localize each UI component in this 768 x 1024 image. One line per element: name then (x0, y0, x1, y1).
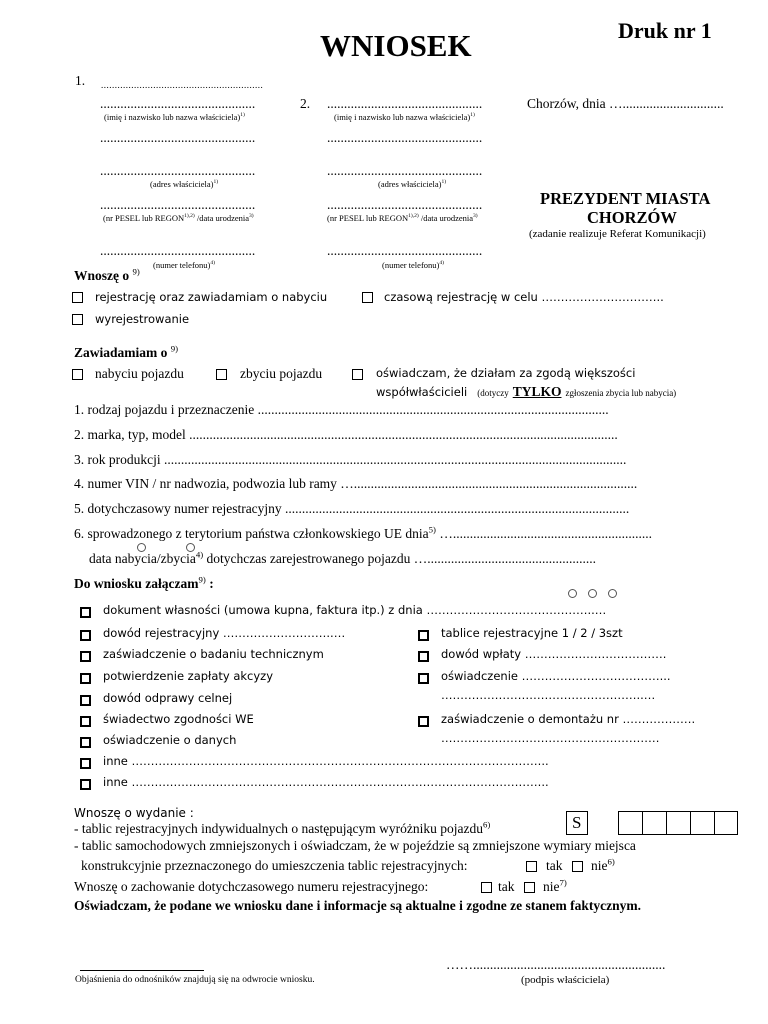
label-ownership-document: dokument własności (umowa kupna, faktura itp.) z dnia ……………………………………..… (103, 603, 607, 617)
checkbox-technical-inspection[interactable] (80, 651, 91, 662)
applicant-2-pesel-field[interactable]: .............................................. (327, 197, 483, 212)
checkbox-dismantling-certificate[interactable] (418, 716, 429, 727)
applicant-2-phone-field[interactable]: .............................................. (327, 243, 483, 258)
issue-reduced-plates-1: - tablic samochodowych zmniejszonych i oświadczam, że w pojeździe są zmniejszone wymiary miejsca (74, 838, 636, 853)
plate-prefix: S (572, 813, 582, 832)
label-reduced-no: nie$^{6)}$ (591, 856, 615, 873)
checkbox-keep-yes[interactable] (481, 882, 492, 893)
signature-label: (podpis właściciela) (521, 974, 610, 986)
label-vehicle-acquisition: nabyciu pojazdu (95, 366, 184, 381)
label-customs-clearance: dowód odprawy celnej (103, 691, 233, 705)
applicant-1-number: 1. (75, 73, 86, 88)
issue-reduced-plates-2: konstrukcyjnie przeznaczonego do umieszczenia tablic rejestracyjnych: (81, 858, 468, 873)
label-co-owner-consent-2: współwłaścicieli (dotyczy TYLKO zgłoszenia zbycia lub nabycia) (376, 384, 677, 399)
label-dismantling-certificate: zaświadczenie o demontażu nr ………………. (441, 712, 696, 726)
checkbox-temporary-registration[interactable] (362, 292, 373, 303)
field-eu-import-date[interactable]: 6. sprowadzonego z terytorium państwa członkowskiego UE dnia$^{5)}$ …........................................................... (74, 524, 652, 541)
issue-heading: Wnoszę o wydanie : (74, 806, 194, 820)
field-previous-registration[interactable]: 5. dotychczasowy numer rejestracyjny ...................................................................................................... (74, 501, 630, 516)
checkbox-registration-certificate[interactable] (80, 630, 91, 641)
field-production-year[interactable]: 3. rok produkcji ......................................................................................................................................... (74, 452, 627, 467)
applicant-2-name-field[interactable]: .............................................. (327, 96, 483, 111)
checkbox-co-owner-consent[interactable] (352, 369, 363, 380)
checkbox-vehicle-sale[interactable] (216, 369, 227, 380)
checkbox-customs-clearance[interactable] (80, 695, 91, 706)
label-excise-payment: potwierdzenie zapłaty akcyzy (103, 669, 274, 683)
label-keep-no: nie$^{7)}$ (543, 877, 567, 894)
notify-heading: Zawiadamiam o $^{9)}$ (74, 343, 179, 360)
plates-circle-2[interactable] (588, 589, 597, 598)
label-license-plates: tablice rejestracyjne 1 / 2 / 3szt (441, 626, 623, 640)
label-co-owner-consent-1: oświadczam, że działam za zgodą większości (376, 366, 636, 380)
checkbox-deregistration[interactable] (72, 314, 83, 325)
keep-number-question: Wnoszę o zachowanie dotychczasowego numeru rejestracyjnego: (74, 879, 429, 894)
dismantling-extra-line[interactable]: ………………………………………………… (441, 731, 660, 745)
field-acquisition-date[interactable]: data nabycia/zbycia$^{4)}$ dotychczas zarejestrowanego pojazdu ….................................................. (89, 549, 597, 566)
label-registration-certificate: dowód rejestracyjny ………………………..… (103, 626, 346, 640)
applicant-1-phone-label: (numer telefonu)$^{4)}$ (153, 260, 215, 270)
checkbox-vehicle-acquisition[interactable] (72, 369, 83, 380)
final-declaration: Oświadczam, że podane we wniosku dane i informacje są aktualne i zgodne ze stanem faktycznym. (74, 898, 641, 913)
applicant-2-name-field-2[interactable]: .............................................. (327, 130, 483, 145)
checkbox-registration[interactable] (72, 292, 83, 303)
plate-char-cell[interactable] (667, 812, 691, 834)
checkbox-reduced-no[interactable] (572, 861, 583, 872)
attachments-heading: Do wniosku załączam$^{9)}$ : (74, 574, 214, 591)
plate-char-cell[interactable] (619, 812, 643, 834)
plate-char-cell[interactable] (691, 812, 715, 834)
applicant-2-name-label: (imię i nazwisko lub nazwa właściciela)$^{1)}$ (334, 112, 475, 122)
label-reduced-yes: tak (546, 858, 563, 873)
applicant-1-name-label: (imię i nazwisko lub nazwa właściciela)$^{1)}$ (104, 112, 245, 122)
label-ec-conformity: świadectwo zgodności WE (103, 712, 254, 726)
label-technical-inspection: zaświadczenie o badaniu technicznym (103, 647, 324, 661)
label-data-declaration: oświadczenie o danych (103, 733, 237, 747)
declaration-extra-line[interactable]: ……………………………………………..… (441, 688, 656, 702)
recipient-line-1: PREZYDENT MIASTA (540, 189, 711, 208)
applicant-2-pesel-label: (nr PESEL lub $REGON^{1),2)}$ /data urodzenia$^{3)}$ (327, 213, 478, 223)
applicant-1-name-field[interactable]: .............................................. (100, 96, 256, 111)
checkbox-keep-no[interactable] (524, 882, 535, 893)
label-deregistration: wyrejestrowanie (95, 312, 190, 326)
plates-circle-1[interactable] (568, 589, 577, 598)
applicant-2-address-field[interactable]: .............................................. (327, 163, 483, 178)
checkbox-data-declaration[interactable] (80, 737, 91, 748)
page-title: WNIOSEK (320, 28, 472, 63)
plate-char-cell[interactable] (643, 812, 667, 834)
request-heading: Wnoszę o $^{9)}$ (74, 266, 140, 283)
applicant-1-extra-line[interactable]: ........................................................... (101, 80, 264, 90)
label-registration: rejestrację oraz zawiadamiam o nabyciu (95, 290, 328, 304)
applicant-1-pesel-label: (nr PESEL lub $REGON^{1),2)}$ /data urodzenia$^{3)}$ (103, 213, 254, 223)
label-vehicle-sale: zbyciu pojazdu (240, 366, 323, 381)
applicant-2-number: 2. (300, 96, 311, 111)
checkbox-other-2[interactable] (80, 779, 91, 790)
recipient-line-2: CHORZÓW (587, 208, 677, 227)
label-keep-yes: tak (498, 879, 515, 894)
checkbox-ec-conformity[interactable] (80, 716, 91, 727)
city-date-field[interactable]: Chorzów, dnia ….............................. (527, 96, 724, 111)
footnote-text: Objaśnienia do odnośników znajdują się na odwrocie wniosku. (75, 975, 315, 985)
applicant-1-phone-field[interactable]: .............................................. (100, 243, 256, 258)
plates-circle-3[interactable] (608, 589, 617, 598)
checkbox-excise-payment[interactable] (80, 673, 91, 684)
signature-field[interactable]: ……......................................................... (446, 957, 666, 972)
checkbox-declaration[interactable] (418, 673, 429, 684)
checkbox-ownership-document[interactable] (80, 607, 91, 618)
applicant-1-address-field[interactable]: .............................................. (100, 163, 256, 178)
label-other-1[interactable]: inne ……….……………………………………………………………………………………... (103, 754, 549, 768)
footnote-separator (80, 970, 204, 971)
checkbox-other-1[interactable] (80, 758, 91, 769)
field-make-model[interactable]: 2. marka, typ, model ............................................................................................................................... (74, 427, 618, 442)
field-vehicle-type[interactable]: 1. rodzaj pojazdu i przeznaczenie ........................................................................................................ (74, 402, 609, 417)
label-temporary-registration: czasową rejestrację w celu ………………………….. (384, 290, 664, 304)
applicant-2-address-label: (adres właściciela)$^{1)}$ (378, 179, 447, 189)
applicant-1-address-label: (adres właściciela)$^{1)}$ (150, 179, 219, 189)
plate-characters-box[interactable] (618, 811, 738, 835)
label-declaration: oświadczenie ………………………………... (441, 669, 671, 683)
field-vin[interactable]: 4. numer VIN / nr nadwozia, podwozia lub ramy ….................................................................................... (74, 476, 638, 491)
label-payment-receipt: dowód wpłaty ………………………………. (441, 647, 667, 661)
label-other-2[interactable]: inne ……….……………………………………………………………………………………... (103, 775, 549, 789)
applicant-2-phone-label: (numer telefonu)$^{4)}$ (382, 260, 444, 270)
applicant-1-name-field-2[interactable]: .............................................. (100, 130, 256, 145)
checkbox-payment-receipt[interactable] (418, 651, 429, 662)
checkbox-license-plates[interactable] (418, 630, 429, 641)
plate-prefix-box (566, 811, 588, 835)
checkbox-reduced-yes[interactable] (526, 861, 537, 872)
applicant-1-pesel-field[interactable]: .............................................. (100, 197, 256, 212)
recipient-note: (zadanie realizuje Referat Komunikacji) (529, 228, 706, 240)
form-number: Druk nr 1 (618, 18, 712, 43)
issue-individual-plates: - tablic rejestracyjnych indywidualnych o następującym wyróżniku pojazdu$^{6)}$ (74, 819, 491, 836)
